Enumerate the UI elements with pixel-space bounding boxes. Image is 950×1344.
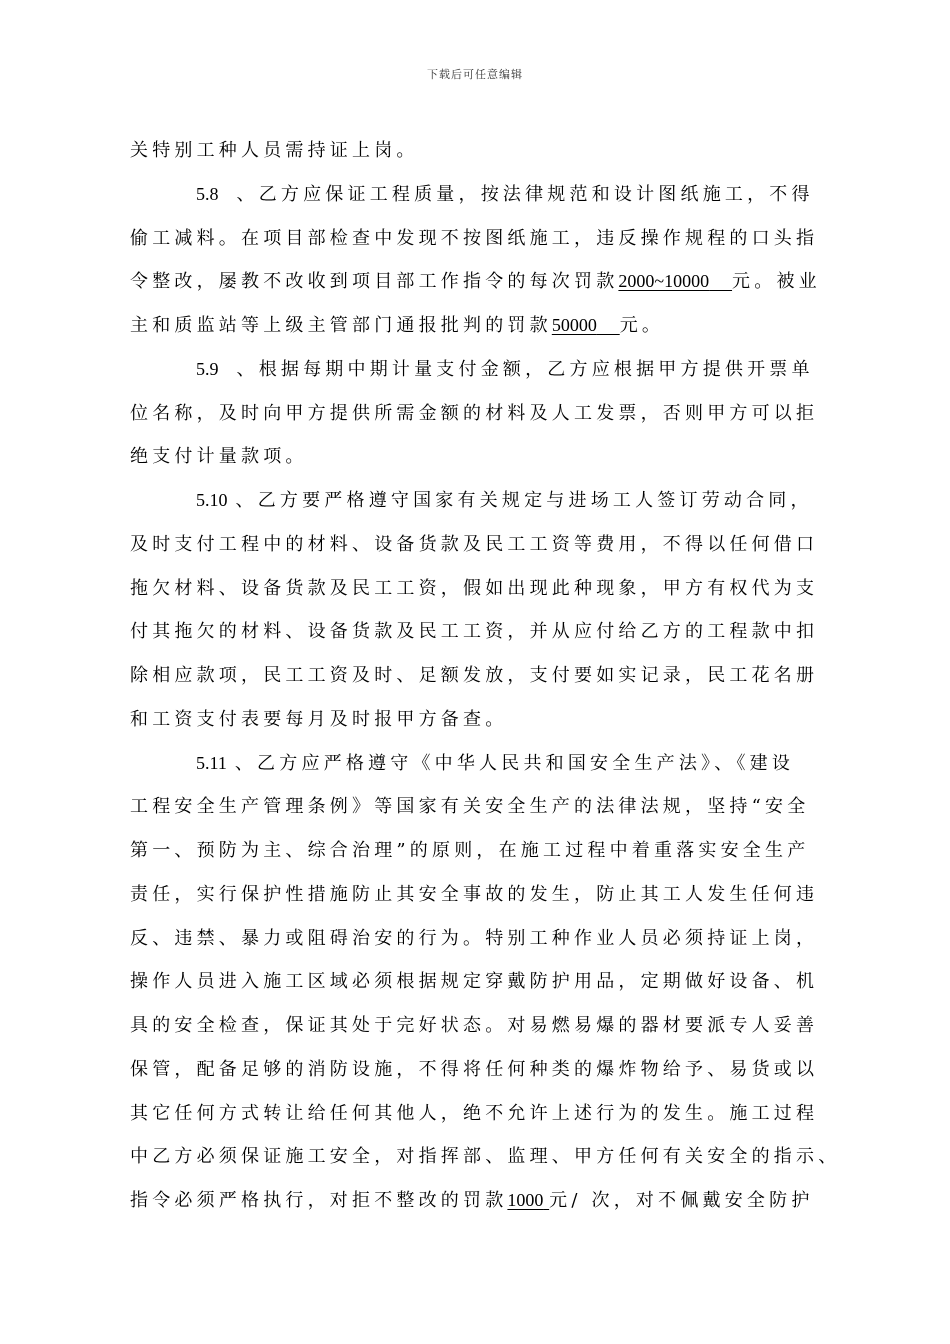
text-line: 反、违禁、暴力或阻碍治安的行为。特别工种作业人员必须持证上岗， xyxy=(130,927,819,949)
text-segment: 主和质监站等上级主管部门通报批判的罚款 xyxy=(130,315,552,336)
text-line: 其它任何方式转让给任何其他人，绝不允许上述行为的发生。施工过程 xyxy=(130,1102,819,1124)
text-line: 关特别工种人员需持证上岗。 xyxy=(130,140,419,161)
text-line: 、乙方应严格遵守《中华人民共和国安全生产法》、《建设 xyxy=(234,752,795,774)
clause-5-9-line xyxy=(130,348,860,392)
clause-number: 5.9 xyxy=(196,358,219,379)
text-line: 、乙方应保证工程质量，按法律规范和设计图纸施工，不得 xyxy=(236,183,814,205)
penalty-amount: 2000~10000 xyxy=(618,271,710,292)
text-line: 及时支付工程中的材料、设备货款及民工工资等费用，不得以任何借口 xyxy=(130,533,819,555)
text-line: 保管，配备足够的消防设施，不得将任何种类的爆炸物给予、易货或以 xyxy=(130,1058,819,1080)
text-segment: 元。被业 xyxy=(732,271,821,293)
text-line: 操作人员进入施工区域必须根据规定穿戴防护用品，定期做好设备、机 xyxy=(130,971,819,993)
text-line: 中乙方必须保证施工安全，对指挥部、监理、甲方任何有关安全的指示、 xyxy=(130,1146,841,1168)
clause-5-8-line xyxy=(130,173,860,217)
text-segment: 指令必须严格执行，对拒不整改的罚款 xyxy=(130,1190,508,1211)
page-header: 下载后可任意编辑 xyxy=(427,68,523,81)
text-line xyxy=(130,304,860,348)
text-line: 偷工减料。在项目部检查中发现不按图纸施工，违反操作规程的口头指 xyxy=(130,227,819,249)
text-line: 付其拖欠的材料、设备货款及民工工资，并从应付给乙方的工程款中扣 xyxy=(130,621,819,643)
text-line: 绝支付计量款项。 xyxy=(130,446,308,468)
text-line xyxy=(130,1179,860,1223)
text-line: 工程安全生产管理条例》等国家有关安全生产的法律法规，坚持“安全 xyxy=(130,796,810,818)
clause-number: 5.11 xyxy=(196,752,227,773)
text-line: 、根据每期中期计量支付金额，乙方应根据甲方提供开票单 xyxy=(236,358,814,380)
penalty-amount: 1000 xyxy=(507,1190,544,1210)
clause-number: 5.8 xyxy=(196,183,219,204)
clause-5-11-line xyxy=(130,742,860,786)
text-line: 具的安全检查，保证其处于完好状态。对易燃易爆的器材要派专人妥善 xyxy=(130,1015,819,1036)
text-line: 、乙方要严格遵守国家有关规定与进场工人签订劳动合同， xyxy=(235,490,813,511)
clause-number: 5.10 xyxy=(196,490,228,510)
text-segment: 元/ 次，对不佩戴安全防护 xyxy=(549,1190,814,1211)
text-line: 拖欠材料、设备货款及民工工资，假如出现此种现象，甲方有权代为支 xyxy=(130,577,819,599)
text-segment: 令整改，屡教不改收到项目部工作指令的每次罚款 xyxy=(130,271,619,293)
penalty-amount: 50000 xyxy=(551,315,597,335)
text-line: 除相应款项，民工工资及时、足额发放，支付要如实记录，民工花名册 xyxy=(130,665,819,686)
text-line: 位名称，及时向甲方提供所需金额的材料及人工发票，否则甲方可以拒 xyxy=(130,402,819,424)
text-line: 和工资支付表要每月及时报甲方备查。 xyxy=(130,708,508,730)
text-line: 责任，实行保护性措施防止其安全事故的发生，防止其工人发生任何违 xyxy=(130,883,819,905)
clause-5-10-line xyxy=(130,479,860,523)
text-line xyxy=(130,260,860,304)
text-segment: 元。 xyxy=(619,315,665,336)
document-body xyxy=(130,129,860,1223)
text-line: 第一、预防为主、综合治理”的原则，在施工过程中着重落实安全生产 xyxy=(130,840,810,861)
